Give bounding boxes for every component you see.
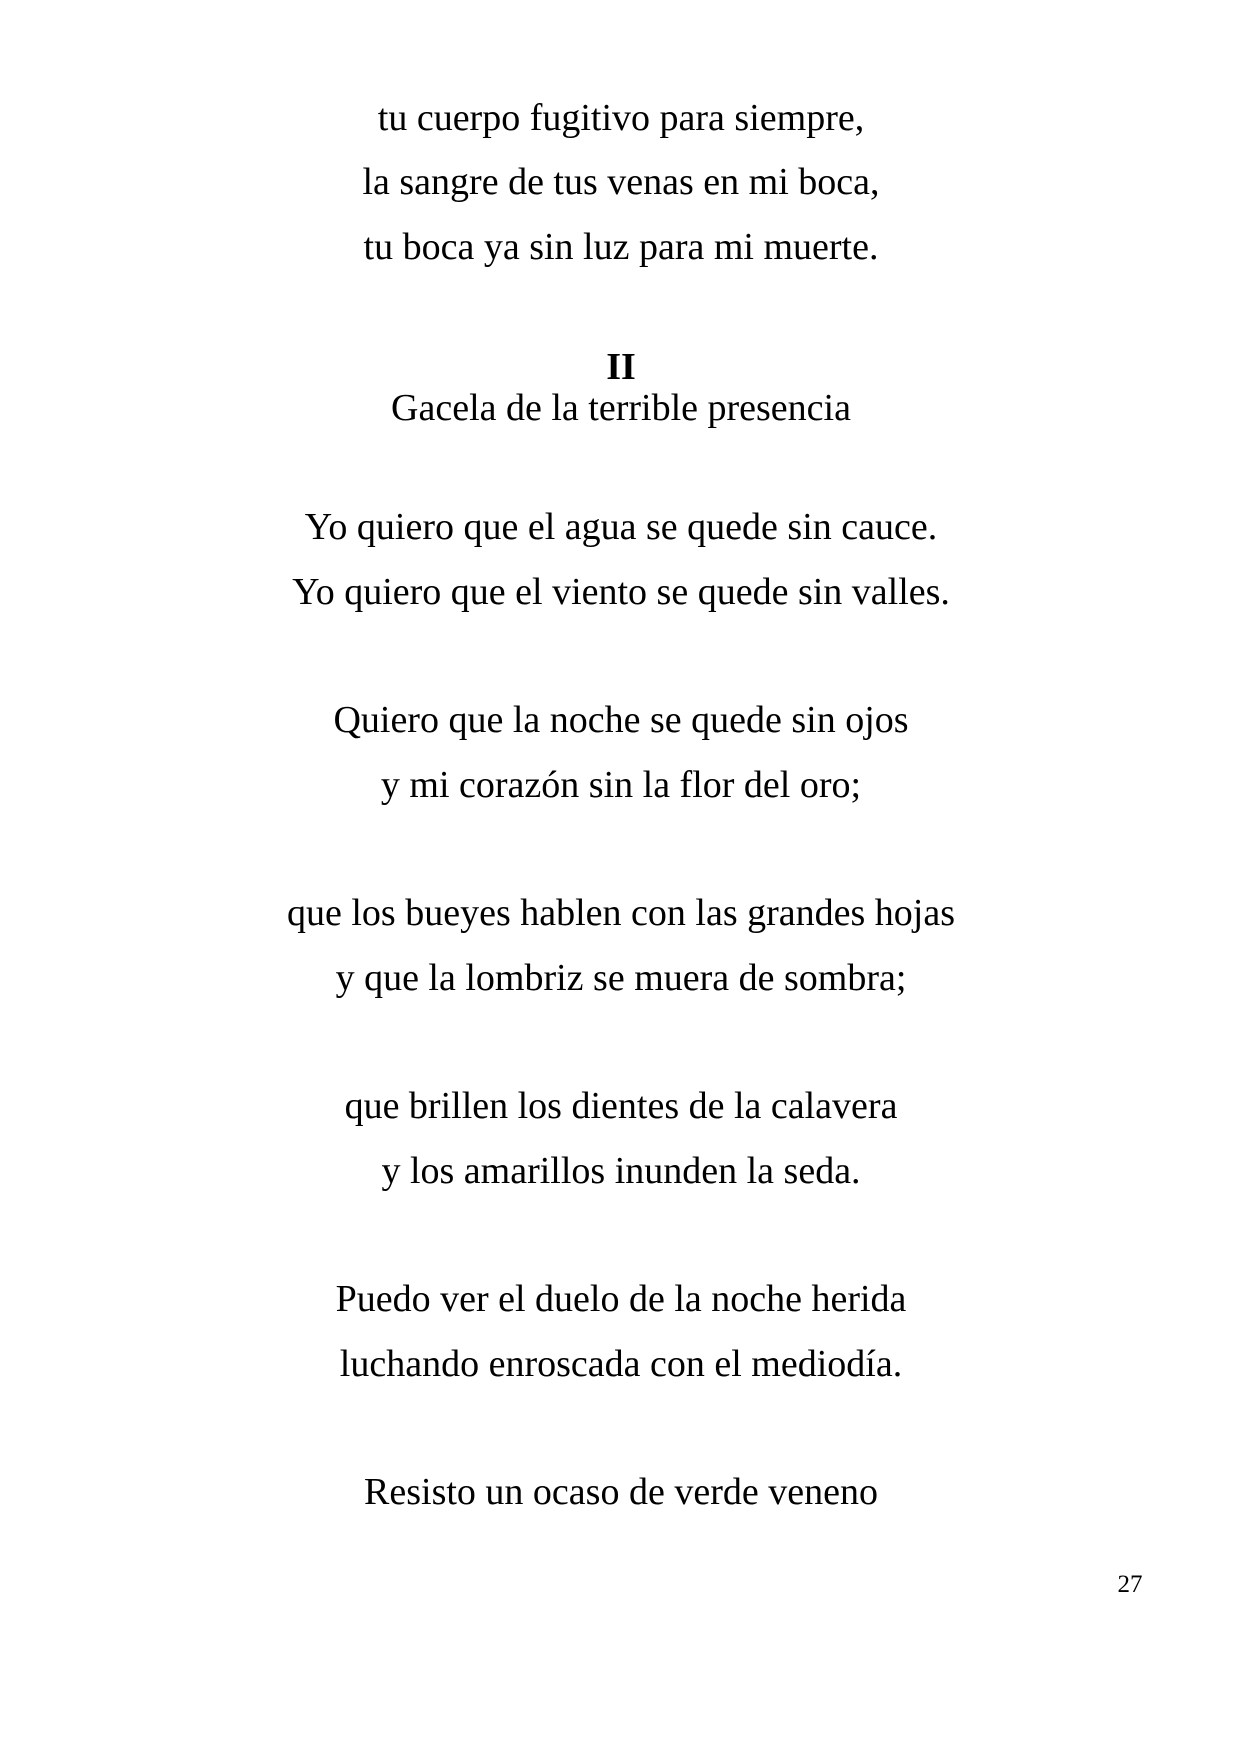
poem-line: tu cuerpo fugitivo para siempre, xyxy=(377,97,865,139)
poem-line: luchando enroscada con el mediodía. xyxy=(339,1343,903,1385)
poem-line: y mi corazón sin la flor del oro; xyxy=(380,764,862,806)
poem-line: Yo quiero que el agua se quede sin cauce. xyxy=(304,506,938,548)
poem-line: y que la lombriz se muera de sombra; xyxy=(335,957,907,999)
poem-line: Resisto un ocaso de verde veneno xyxy=(364,1471,878,1513)
poem-line: Quiero que la noche se quede sin ojos xyxy=(333,699,909,741)
poem-line: que los bueyes hablen con las grandes hojas xyxy=(287,892,955,934)
section-title: Gacela de la terrible presencia xyxy=(391,387,851,429)
page-number: 27 xyxy=(1117,1571,1143,1598)
poem-line: y los amarillos inunden la seda. xyxy=(381,1150,861,1192)
poem-line: Puedo ver el duelo de la noche herida xyxy=(335,1278,907,1320)
poem-line: la sangre de tus venas en mi boca, xyxy=(362,161,880,203)
poem-line: que brillen los dientes de la calavera xyxy=(344,1085,898,1127)
poem-line: tu boca ya sin luz para mi muerte. xyxy=(363,226,879,268)
poem-line: Yo quiero que el viento se quede sin valles. xyxy=(292,571,950,613)
section-numeral: II xyxy=(606,346,636,388)
